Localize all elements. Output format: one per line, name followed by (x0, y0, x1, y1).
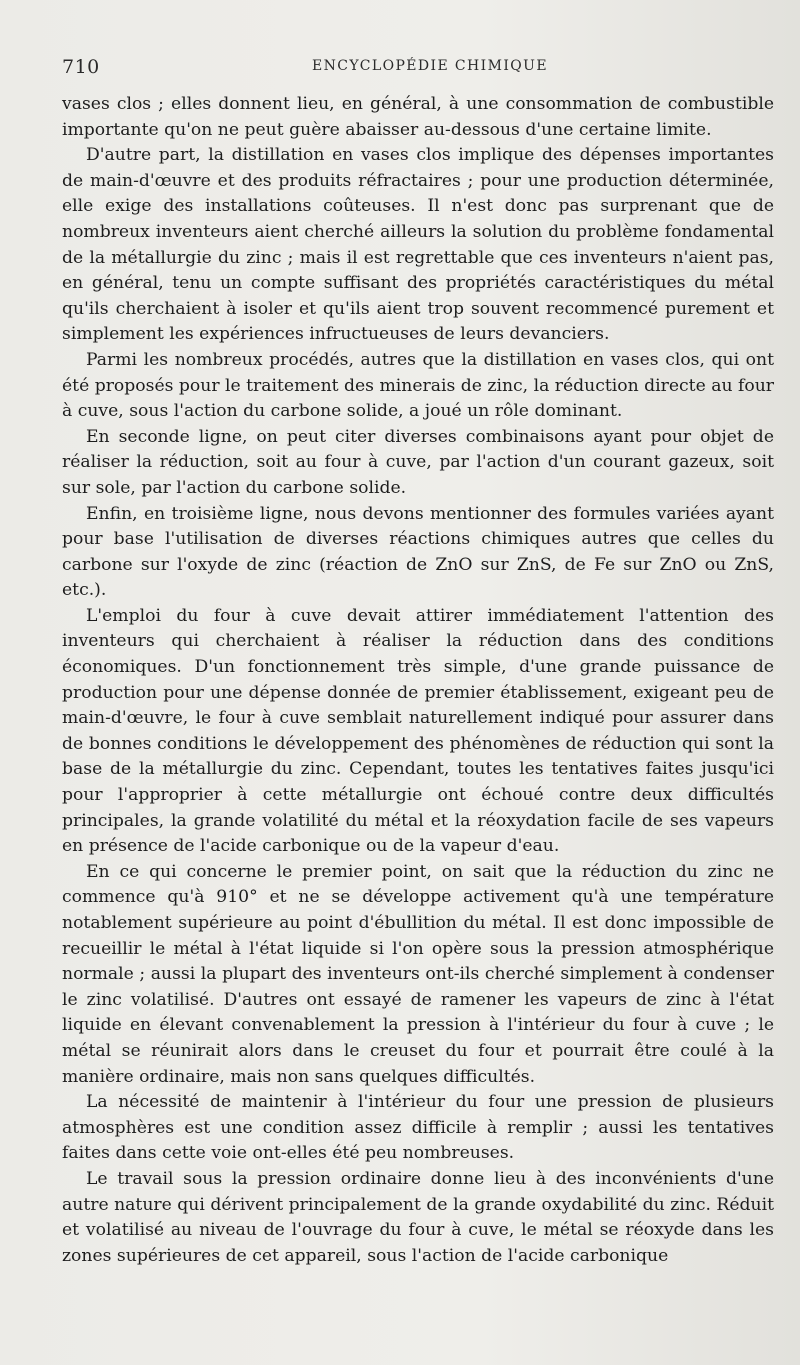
paragraph-9: Le travail sous la pression ordinaire donne lieu à des inconvénients d'une autre nature qui dérivent principalement de la grande oxydabilité du zinc. Réduit et volatilisé au niveau de l'ouvrage du four à cuve, le métal se réoxyde dans les zones supérieures de cet appareil, sous l'action de l'acide carbonique (62, 1168, 774, 1266)
body-text (62, 92, 774, 1269)
paragraph-6: L'emploi du four à cuve devait attirer immédiatement l'attention des inventeurs qui cherchaient à réaliser la réduction dans des conditions économiques. D'un fonctionnement très simple, d'une grande puissance de production pour une dépense donnée de premier établissement, exigeant peu de main-d'œuvre, le four à cuve semblait naturellement indiqué pour assurer dans de bonnes conditions le développement des phénomènes de réduction qui sont la base de la métallurgie du zinc. Cependant, toutes les tentatives faites jusqu'ici pour l'approprier à cette métallurgie ont échoué contre deux difficultés principales, la grande volatilité du métal et la réoxydation facile de ses vapeurs en présence de l'acide carbonique ou de la vapeur d'eau. (62, 605, 774, 857)
paragraph-2: D'autre part, la distillation en vases clos implique des dépenses importantes de main-d'œuvre et des produits réfractaires ; pour une production déterminée, elle exige des installations coûteuses. Il n'est donc pas surprenant que de nombreux inventeurs aient cherché ailleurs la solution du problème fondamental de la métallurgie du zinc ; mais il est regrettable que ces inventeurs n'aient pas, en général, tenu un compte suffisant des propriétés caractéristiques du métal qu'ils cherchaient à isoler et qu'ils aient trop souvent recommencé purement et simplement les expériences infructueuses de leurs devanciers. (62, 145, 774, 345)
page-header (62, 52, 752, 82)
paragraph-1: vases clos ; elles donnent lieu, en général, à une consommation de combustible importante qu'on ne peut guère abaisser au-dessous d'une certaine limite. (62, 94, 774, 140)
paragraph-7: En ce qui concerne le premier point, on sait que la réduction du zinc ne commence qu'à 910° et ne se développe activement qu'à une température notablement supérieure au point d'ébullition du métal. Il est donc impossible de recueillir le métal à l'état liquide si l'on opère sous la pression atmosphérique normale ; aussi la plupart des inventeurs ont-ils cherché simplement à condenser le zinc volatilisé. D'autres ont essayé de ramener les vapeurs de zinc à l'état liquide en élevant convenablement la pression à l'intérieur du four à cuve ; le métal se réunirait alors dans le creuset du four et pourrait être coulé à la manière ordinaire, mais non sans quelques difficultés. (62, 861, 774, 1087)
paragraph-5: Enfin, en troisième ligne, nous devons mentionner des formules variées ayant pour base l'utilisation de diverses réactions chimiques autres que celles du carbone sur l'oxyde de zinc (réaction de ZnO sur ZnS, de Fe sur ZnO ou ZnS, etc.). (62, 503, 774, 601)
running-title: ENCYCLOPÉDIE CHIMIQUE (312, 58, 548, 74)
paragraph-3: Parmi les nombreux procédés, autres que la distillation en vases clos, qui ont été proposés pour le traitement des minerais de zinc, la réduction directe au four à cuve, sous l'action du carbone solide, a joué un rôle dominant. (62, 349, 774, 422)
paragraph-4: En seconde ligne, on peut citer diverses combinaisons ayant pour objet de réaliser la réduction, soit au four à cuve, par l'action d'un courant gazeux, soit sur sole, par l'action du carbone solide. (62, 426, 774, 498)
page-number: 710 (62, 56, 100, 78)
paragraph-8: La nécessité de maintenir à l'intérieur du four une pression de plusieurs atmosphères est une condition assez difficile à remplir ; aussi les tentatives faites dans cette voie ont-elles été peu nombreuses. (62, 1092, 774, 1164)
